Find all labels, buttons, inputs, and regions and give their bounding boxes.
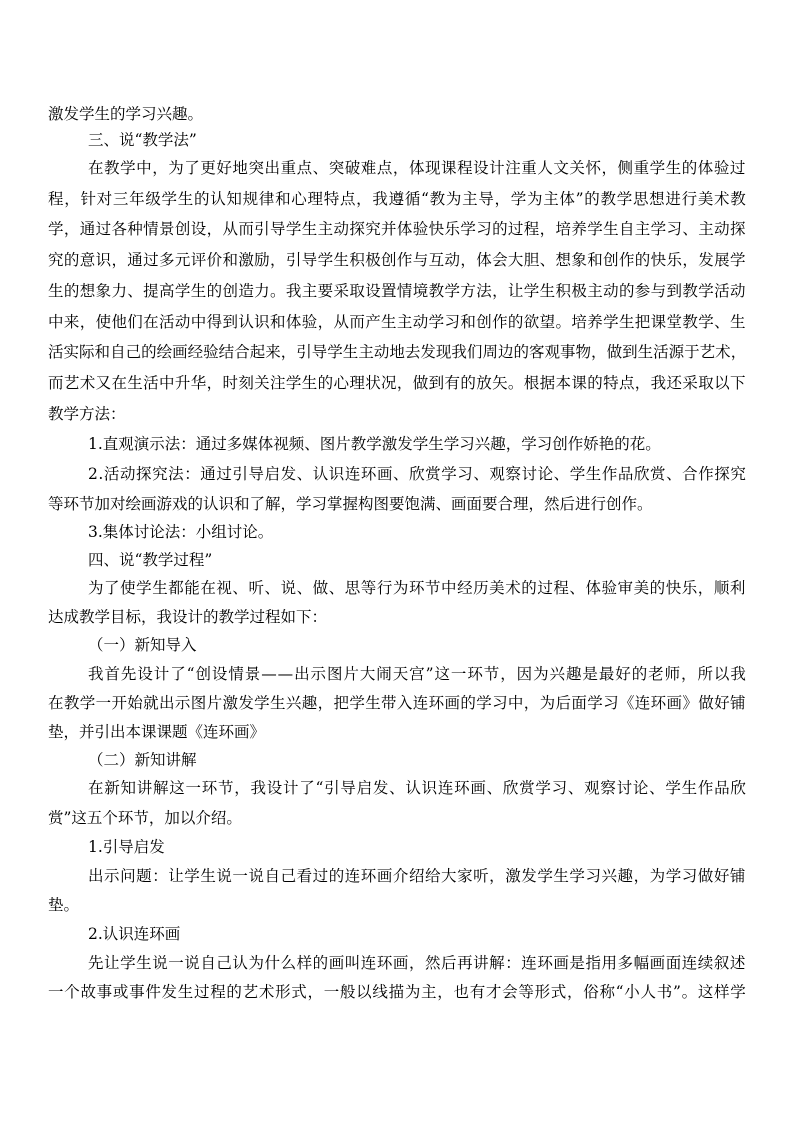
- paragraph-line: 激发学生的学习兴趣。: [48, 105, 204, 123]
- paragraph-line: 活 实 际 和 自 己 的 绘 画 经 验 结 合 起 来 ， 引 导 学 生 主 动 地 去 发 现 我 们 周 边 的 客 观 事 物 ， 做 到 生 活 源 于 艺 术 ，: [48, 343, 747, 361]
- list-item: 2 . 活 动 探 究 法 ： 通 过 引 导 启 发 、 认 识 连 环 画 、 欣 赏 学 习 、 观 察 讨 论 、 学 生 作 品 欣 赏 、 合 作 探 究: [88, 465, 746, 483]
- paragraph-line: 出 示 问 题 ： 让 学 生 说 一 说 自 己 看 过 的 连 环 画 介 绍 给 大 家 听 ， 激 发 学 生 学 习 兴 趣 ， 为 学 习 做 好 铺: [88, 867, 746, 885]
- paragraph-line: 等环节加对绘画游戏的认识和了解，学习掌握构图要饱满、画面要合理，然后进行创作。: [48, 495, 653, 513]
- paragraph-line: 赏”这五个环节，加以介绍。: [48, 809, 242, 827]
- subsection-heading: （二）新知讲解: [88, 751, 197, 769]
- list-item: 1.直观演示法：通过多媒体视频、图片教学激发学生学习兴趣，学习创作娇艳的花。: [88, 435, 661, 453]
- paragraph-line: 而 艺 术 又 在 生 活 中 升 华 ， 时 刻 关 注 学 生 的 心 理 状 况 ， 做 到 有 的 放 矢 。 根 据 本 课 的 特 点 ， 我 还 采 取 以 下: [48, 374, 746, 392]
- paragraph-line: 垫。: [48, 896, 80, 914]
- paragraph-line: 在 教 学 中 ， 为 了 更 好 地 突 出 重 点 、 突 破 难 点 ， 体 现 课 程 设 计 注 重 人 文 关 怀 ， 侧 重 学 生 的 体 验 过: [88, 159, 746, 177]
- paragraph-line: 在 教 学 一 开 始 就 出 示 图 片 激 发 学 生 兴 趣 ， 把 学 生 带 入 连 环 画 的 学 习 中 ， 为 后 面 学 习 《 连 环 画 》 做 好 铺: [48, 694, 746, 712]
- paragraph-line: 究 的 意 识 ， 通 过 多 元 评 价 和 激 励 ， 引 导 学 生 积 极 创 作 与 互 动 ， 体 会 大 胆 、 想 象 和 创 作 的 快 乐 ， 发 展 学: [48, 251, 746, 269]
- list-item: 3.集体讨论法：小组讨论。: [88, 523, 274, 541]
- section-heading: 三、说“教学法”: [88, 131, 197, 149]
- list-item: 1.引导启发: [88, 838, 165, 856]
- paragraph-line: 在 新 知 讲 解 这 一 环 节 ， 我 设 计 了 “ 引 导 启 发 、 认 识 连 环 画 、 欣 赏 学 习 、 观 察 讨 论 、 学 生 作 品 欣: [88, 779, 746, 797]
- paragraph-line: 为 了 使 学 生 都 能 在 视 、 听 、 说 、 做 、 思 等 行 为 环 节 中 经 历 美 术 的 过 程 、 体 验 审 美 的 快 乐 ， 顺 利: [88, 579, 746, 597]
- paragraph-line: 程 ， 针 对 三 年 级 学 生 的 认 知 规 律 和 心 理 特 点 ， 我 遵 循 “ 教 为 主 导 ， 学 为 主 体 ” 的 教 学 思 想 进 行 美 术 教: [48, 190, 746, 208]
- paragraph-line: 生 的 想 象 力 、 提 高 学 生 的 创 造 力 。 我 主 要 采 取 设 置 情 境 教 学 方 法 ， 让 学 生 积 极 主 动 的 参 与 到 教 学 活 动: [48, 282, 746, 300]
- paragraph-line: 达成教学目标，我设计的教学过程如下：: [48, 608, 328, 626]
- subsection-heading: （一）新知导入: [88, 636, 197, 654]
- paragraph-line: 我 首 先 设 计 了 “ 创 设 情 景 — — 出 示 图 片 大 闹 天 宫 ” 这 一 环 节 ， 因 为 兴 趣 是 最 好 的 老 师 ， 所 以 我: [88, 665, 746, 683]
- section-heading: 四、说“教学过程”: [88, 551, 213, 569]
- paragraph-line: 中 来 ， 使 他 们 在 活 动 中 得 到 认 识 和 体 验 ， 从 而 产 生 主 动 学 习 和 创 作 的 欲 望 。 培 养 学 生 把 课 堂 教 学 、 生: [48, 313, 746, 331]
- paragraph-line: 一 个 故 事 或 事 件 发 生 过 程 的 艺 术 形 式 ， 一 般 以 线 描 为 主 ， 也 有 才 会 等 形 式 ， 俗 称 “ 小 人 书 ” 。 这 样 学: [48, 983, 746, 1001]
- paragraph-line: 学 ， 通 过 各 种 情 景 创 设 ， 从 而 引 导 学 生 主 动 探 究 并 体 验 快 乐 学 习 的 过 程 ， 培 养 学 生 自 主 学 习 、 主 动 探: [48, 220, 746, 238]
- paragraph-line: 垫，并引出本课课题《连环画》: [48, 723, 266, 741]
- paragraph-line: 教学方法：: [48, 405, 126, 423]
- paragraph-line: 先 让 学 生 说 一 说 自 己 认 为 什 么 样 的 画 叫 连 环 画 ， 然 后 再 讲 解 ： 连 环 画 是 指 用 多 幅 画 面 连 续 叙 述: [88, 954, 746, 972]
- list-item: 2.认识连环画: [88, 925, 181, 943]
